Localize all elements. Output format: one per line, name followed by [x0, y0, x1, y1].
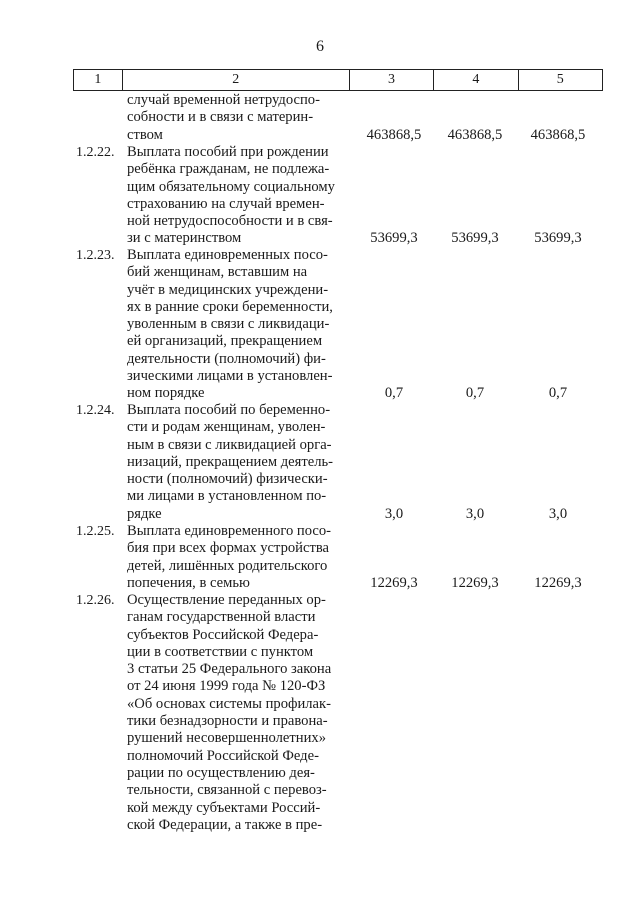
value-col-5: 53699,3: [534, 230, 582, 246]
value-col-4: 53699,3: [451, 230, 499, 246]
row-text: Выплата единовременного посо- бия при всех формах устройства детей, лишённых родительского попечения, в семью: [127, 523, 332, 591]
value-col-5: 3,0: [548, 506, 568, 522]
value-col-5: 12269,3: [534, 575, 582, 591]
row-number: 1.2.24.: [76, 403, 115, 418]
row-number: 1.2.26.: [76, 593, 115, 608]
value-col-3: 463868,5: [366, 127, 422, 143]
row-text: Выплата единовременных посо- бий женщинам, вставшим на учёт в медицинских учреждени- ях в ранние сроки беременности, уволенным в связи с ликвидаци- ей организаций, прекращением деятельности (полномочий) фи- зическими лицами в установлен- ном порядке: [127, 247, 333, 402]
row-text: Выплата пособий при рождении ребёнка гражданам, не подлежа- щим обязательному социальному страхованию на случай времен- ной нетрудоспособности и в свя- зи с материнством: [127, 144, 335, 247]
row-text: Выплата пособий по беременно- сти и родам женщинам, уволен- ным в связи с ликвидацией орга- низаций, прекращением деятель- ности (полномочий) физически- ми лицами в установленном по- рядке: [127, 402, 334, 522]
page-number: 6: [316, 38, 324, 55]
value-col-3: 0,7: [384, 385, 404, 401]
header-col-1: 1: [74, 70, 123, 91]
row-text: случай временной нетрудоспо- собности и в связи с материн- ством: [127, 92, 320, 143]
value-col-5: 463868,5: [530, 127, 586, 143]
value-col-4: 0,7: [465, 385, 485, 401]
row-number: 1.2.22.: [76, 145, 115, 160]
row-number: 1.2.25.: [76, 524, 115, 539]
value-col-4: 12269,3: [451, 575, 499, 591]
header-col-3: 3: [349, 70, 433, 91]
value-col-5: 0,7: [548, 385, 568, 401]
value-col-3: 3,0: [384, 506, 404, 522]
value-col-3: 53699,3: [370, 230, 418, 246]
header-col-2: 2: [122, 70, 349, 91]
value-col-4: 3,0: [465, 506, 485, 522]
value-col-3: 12269,3: [370, 575, 418, 591]
value-col-4: 463868,5: [447, 127, 503, 143]
row-number: 1.2.23.: [76, 248, 115, 263]
header-col-4: 4: [434, 70, 518, 91]
header-col-5: 5: [518, 70, 602, 91]
row-text: Осуществление переданных ор- ганам государственной власти субъектов Российской Федера- ции в соответствии с пунктом 3 статьи 25 Федерального закона от 24 июня 1999 года № 120-ФЗ «Об основах системы профилак- тики безнадзорности и правона- рушений несовершеннолетних» полномочий Российской Феде- рации по осуществлению дея- тельности, связанной с перевоз- кой между субъектами Россий- ской Федерации, а также в пре-: [127, 592, 332, 833]
column-header-row: [73, 69, 603, 91]
